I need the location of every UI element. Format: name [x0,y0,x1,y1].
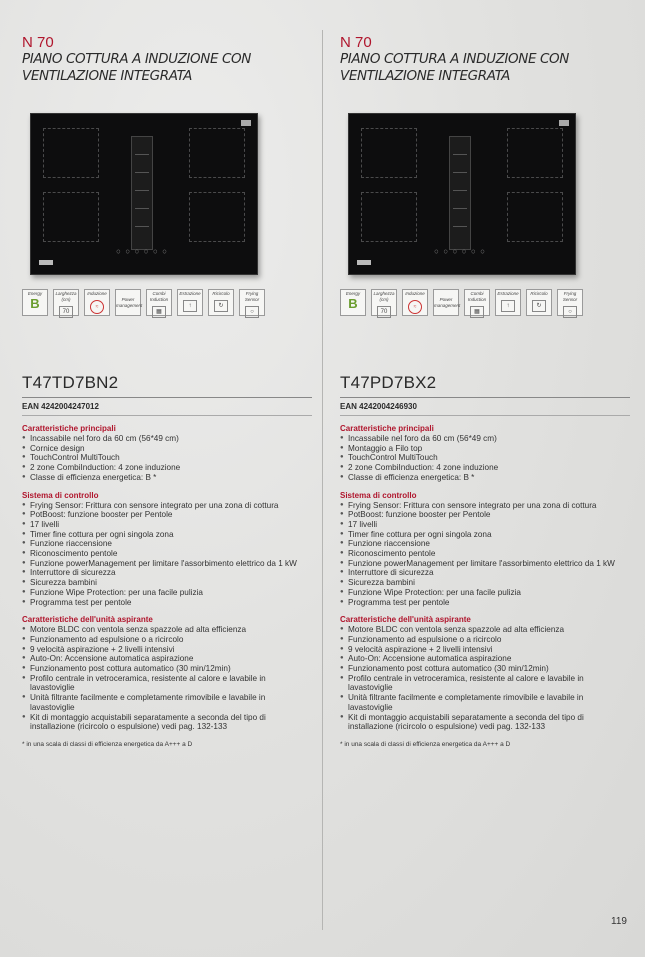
width-icon: Larghezza (cm) 70 [53,289,79,316]
product-title: PIANO COTTURA A INDUZIONE CON VENTILAZIONE INTEGRATA [22,51,251,84]
ean-code: EAN 4242004246930 [340,402,417,411]
feature-list [22,501,312,608]
feature-item: ● Auto-On: Accensione automatica aspirazione [22,654,312,664]
section-heading: Caratteristiche dell'unità aspirante [22,615,153,625]
width-icon: Larghezza (cm) 70 [371,289,397,316]
feature-item: ● Kit di montaggio acquistabili separatamente a seconda del tipo di installazione (ricircolo o espulsione) vedi pag. 132-133 [340,713,630,732]
feature-item: ● Frying Sensor: Frittura con sensore integrato per una zona di cottura [22,501,312,511]
feature-item: ● 9 velocità aspirazione + 2 livelli intensivi [22,645,312,655]
feature-item: ● Incassabile nel foro da 60 cm (56*49 cm) [22,434,312,444]
feature-item: ● Riconoscimento pentole [22,549,312,559]
vent-strip [449,136,471,250]
product-image [22,107,312,273]
feature-item: ● TouchControl MultiTouch [22,453,312,463]
section-heading: Caratteristiche principali [22,424,116,433]
touch-control-panel: ○ ○ ○ ○ ○ ○ [434,248,486,255]
ean-rule [22,415,312,416]
model-rule [340,397,630,398]
feature-sections [22,424,312,732]
feature-item: ● Auto-On: Accensione automatica aspirazione [340,654,630,664]
feature-item: ● Unità filtrante facilmente e completamente rimovibile e lavabile in lavastoviglie [340,693,630,712]
energy-class-icon: Energy B [22,289,48,316]
recirculation-icon: Ricircolo ↻ [526,289,552,316]
feature-sections [340,424,630,732]
feature-item: ● Profilo centrale in vetroceramica, resistente al calore e lavabile in lavastoviglie [22,674,312,693]
series-label: N 70 [340,34,372,51]
ean-code: EAN 4242004247012 [22,402,99,411]
section-heading: Caratteristiche principali [340,424,434,433]
combi-induction-icon: Combi Induction ▦ [464,289,490,316]
product-column-left [22,34,312,748]
feature-item: ● 17 livelli [340,520,630,530]
corner-mark [241,120,251,126]
feature-item: ● Interruttore di sicurezza [22,568,312,578]
column-divider [322,30,323,930]
feature-item: ● Motore BLDC con ventola senza spazzole ad alta efficienza [22,625,312,635]
section-heading: Caratteristiche dell'unità aspirante [340,615,471,625]
energy-class-icon: Energy B [340,289,366,316]
product-image [340,107,630,273]
model-number: T47TD7BN2 [22,373,119,392]
feature-item: ● Programma test per pentole [22,598,312,608]
feature-list [22,625,312,732]
feature-item: ● Sicurezza bambini [340,578,630,588]
induction-hob-illustration [348,113,576,275]
feature-item: ● Profilo centrale in vetroceramica, resistente al calore e lavabile in lavastoviglie [340,674,630,693]
feature-item: ● Funzione powerManagement per limitare l'assorbimento elettrico da 1 kW [340,559,630,569]
feature-item: ● Sicurezza bambini [22,578,312,588]
feature-item: ● Funzione powerManagement per limitare l'assorbimento elettrico da 1 kW [22,559,312,569]
feature-item: ● Montaggio a Filo top [340,444,630,454]
series-label: N 70 [22,34,54,51]
feature-item: ● Funzionamento post cottura automatico (30 min/12min) [22,664,312,674]
model-rule [22,397,312,398]
cooking-zone [43,192,99,242]
induction-hob-illustration [30,113,258,275]
power-management-icon: Power management [433,289,459,316]
feature-list [22,434,312,483]
feature-item: ● Timer fine cottura per ogni singola zona [340,530,630,540]
induction-icon: Induzione ≈ [402,289,428,316]
cooking-zone [361,128,417,178]
feature-list [340,625,630,732]
recirculation-icon: Ricircolo ↻ [208,289,234,316]
frying-sensor-icon: Frying Sensor ○ [239,289,265,316]
feature-item: ● Unità filtrante facilmente e completamente rimovibile e lavabile in lavastoviglie [22,693,312,712]
ean-rule [340,415,630,416]
section-heading: Sistema di controllo [22,490,99,500]
cooking-zone [507,192,563,242]
cooking-zone [507,128,563,178]
corner-mark [559,120,569,126]
feature-item: ● Interruttore di sicurezza [340,568,630,578]
page-number: 119 [611,916,627,927]
feature-item: ● Kit di montaggio acquistabili separatamente a seconda del tipo di installazione (ricircolo o espulsione) vedi pag. 132-133 [22,713,312,732]
feature-icons [340,289,630,319]
footnote: * in una scala di classi di efficienza energetica da A+++ a D [340,740,511,748]
model-number: T47PD7BX2 [340,373,437,392]
power-management-icon: Power management [115,289,141,316]
feature-item: ● PotBoost: funzione booster per Pentole [22,510,312,520]
feature-item: ● Motore BLDC con ventola senza spazzole ad alta efficienza [340,625,630,635]
product-title: PIANO COTTURA A INDUZIONE CON VENTILAZIONE INTEGRATA [340,51,569,84]
feature-list [340,434,630,483]
feature-item: ● Classe di efficienza energetica: B * [22,473,312,483]
frying-sensor-icon: Frying Sensor ○ [557,289,583,316]
feature-item: ● Frying Sensor: Frittura con sensore integrato per una zona di cottura [340,501,630,511]
extraction-icon: Estrazione ↑ [177,289,203,316]
induction-icon: Induzione ≈ [84,289,110,316]
feature-item: ● 2 zone CombiInduction: 4 zone induzione [22,463,312,473]
cooking-zone [189,128,245,178]
brand-logo-mark [39,260,53,265]
combi-induction-icon: Combi Induction ▦ [146,289,172,316]
cooking-zone [43,128,99,178]
product-column-right [340,34,630,748]
feature-item: ● Funzione riaccensione [22,539,312,549]
feature-item: ● TouchControl MultiTouch [340,453,630,463]
feature-icons [22,289,312,319]
feature-item: ● Funzionamento ad espulsione o a ricircolo [22,635,312,645]
touch-control-panel: ○ ○ ○ ○ ○ ○ [116,248,168,255]
cooking-zone [189,192,245,242]
footnote: * in una scala di classi di efficienza energetica da A+++ a D [22,740,193,748]
section-heading: Sistema di controllo [340,490,417,500]
feature-item: ● Funzione riaccensione [340,539,630,549]
feature-item: ● Timer fine cottura per ogni singola zona [22,530,312,540]
vent-strip [131,136,153,250]
feature-item: ● Funzionamento post cottura automatico (30 min/12min) [340,664,630,674]
feature-item: ● 2 zone CombiInduction: 4 zone induzione [340,463,630,473]
brand-logo-mark [357,260,371,265]
feature-item: ● Classe di efficienza energetica: B * [340,473,630,483]
feature-item: ● Incassabile nel foro da 60 cm (56*49 cm) [340,434,630,444]
feature-item: ● Programma test per pentole [340,598,630,608]
feature-item: ● Funzione Wipe Protection: per una facile pulizia [340,588,630,598]
feature-item: ● Funzione Wipe Protection: per una facile pulizia [22,588,312,598]
feature-item: ● Funzionamento ad espulsione o a ricircolo [340,635,630,645]
feature-item: ● Cornice design [22,444,312,454]
cooking-zone [361,192,417,242]
feature-item: ● 17 livelli [22,520,312,530]
feature-item: ● Riconoscimento pentole [340,549,630,559]
feature-item: ● PotBoost: funzione booster per Pentole [340,510,630,520]
feature-item: ● 9 velocità aspirazione + 2 livelli intensivi [340,645,630,655]
extraction-icon: Estrazione ↑ [495,289,521,316]
feature-list [340,501,630,608]
